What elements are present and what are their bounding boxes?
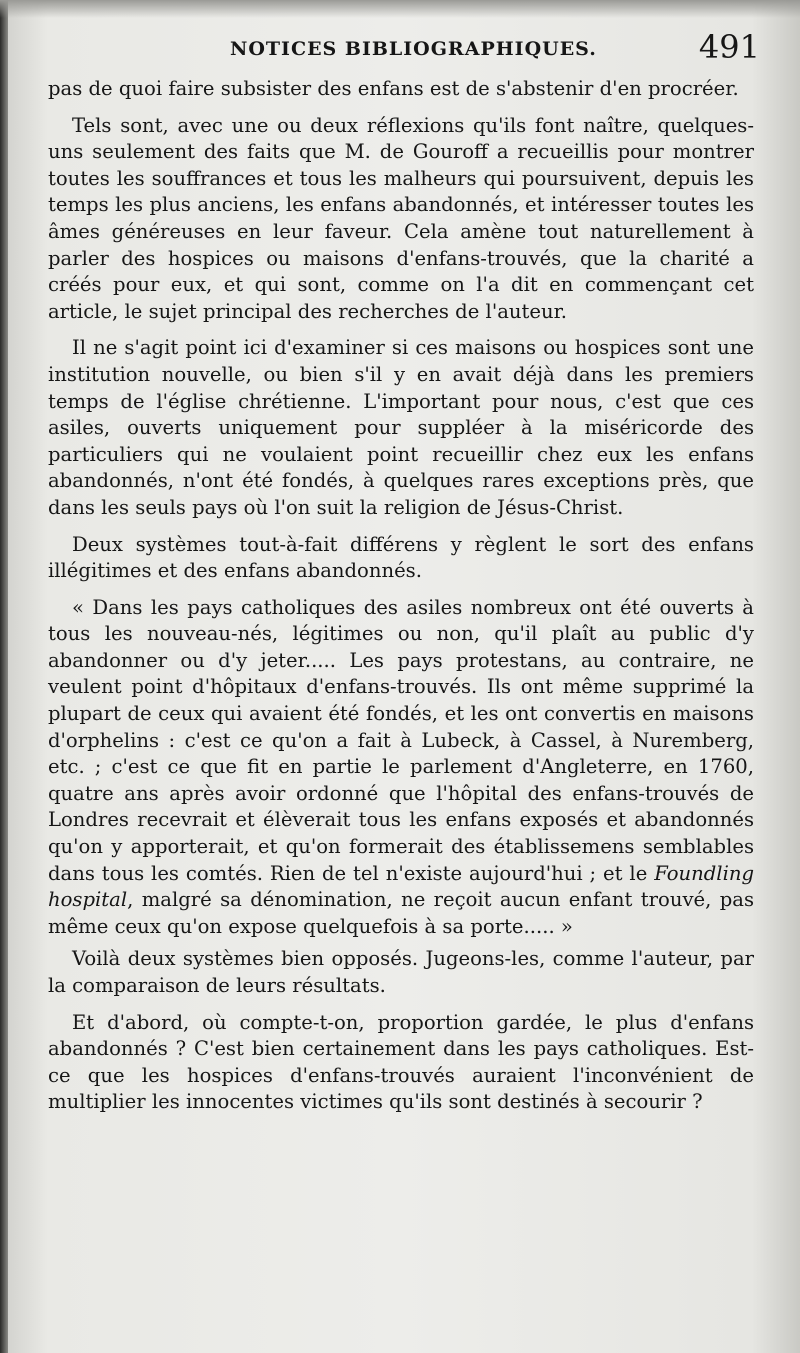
paragraph-7: Et d'abord, où compte-t-on, proportion gardée, le plus d'enfans abandonnés ? C'est bien certainement dans les pays catholiques. Est-ce que les hospices d'enfans-trouvés auraient l'inconvénient de multiplier les innocentes victimes qu'ils sont destinés à secourir ? bbox=[48, 1010, 754, 1114]
paragraph-3: Il ne s'agit point ici d'examiner si ces maisons ou hospices sont une institution nouvelle, ou bien s'il y en avait déjà dans les premiers temps de l'église chrétienne. L'important pour nous, c'est que ces asiles, ouverts uniquement pour suppléer à la miséricorde des particuliers qui ne voulaient point recueillir chez eux les enfans abandonnés, n'ont été fondés, à quelques rares exceptions près, que dans les seuls pays où l'on suit la religion de Jésus-Christ. bbox=[48, 336, 754, 519]
scan-shadow-left bbox=[0, 0, 8, 1353]
quote-italic-term: Foundling hospital bbox=[48, 861, 754, 912]
paragraph-6: Voilà deux systèmes bien opposés. Jugeons-les, comme l'auteur, par la comparaison de leurs résultats. bbox=[48, 947, 754, 997]
running-head: NOTICES BIBLIOGRAPHIQUES. bbox=[230, 38, 597, 60]
scan-shadow-top bbox=[0, 0, 800, 18]
quote-text-start: « Dans les pays catholiques des asiles nombreux ont été ouverts à tous les nouveau-nés, légitimes ou non, qu'il plaît au public d'y abandonner ou d'y jeter..... Les pays protestans, au contraire, ne veulent point d'hôpitaux d'enfans-trouvés. Ils ont même supprimé la plupart de ceux qui avaient été fondés, et les ont convertis en maisons d'orphelins : c'est ce qu'on a fait à Lubeck, à Cassel, à Nuremberg, etc. ; c'est ce que fit en partie le parlement d'Angleterre, en 1760, quatre ans après avoir ordonné que l'hôpital des enfans-trouvés de Londres recevrait et élèverait tous les enfans exposés et abandonnés qu'on y apporterait, et qu'on formerait des établissemens semblables dans tous les comtés. Rien de tel n'existe aujourd'hui ; et le bbox=[48, 595, 754, 885]
quote-text-end: , malgré sa dénomination, ne reçoit aucun enfant trouvé, pas même ceux qu'on expose quelquefois à sa porte..... » bbox=[48, 888, 754, 938]
body-text bbox=[48, 76, 754, 1116]
paragraph-5-quote bbox=[48, 595, 754, 941]
paragraph-4: Deux systèmes tout-à-fait différens y règlent le sort des enfans illégitimes et des enfans abandonnés. bbox=[48, 532, 754, 583]
page-header bbox=[48, 28, 760, 68]
paragraph-2: Tels sont, avec une ou deux réflexions qu'ils font naître, quelques-uns seulement des faits que M. de Gouroff a recueillis pour montrer toutes les souffrances et tous les malheurs qui poursuivent, depuis les temps les plus anciens, les enfans abandonnés, et intéresser toutes les âmes généreuses en leur faveur. Cela amène tout naturellement à parler des hospices ou maisons d'enfans-trouvés, que la charité a créés pour eux, et qui sont, comme on l'a dit en commençant cet article, le sujet principal des recherches de l'auteur. bbox=[48, 113, 754, 323]
paragraph-1: pas de quoi faire subsister des enfans est de s'abstenir d'en procréer. bbox=[48, 77, 739, 100]
page-number: 491 bbox=[698, 28, 760, 66]
